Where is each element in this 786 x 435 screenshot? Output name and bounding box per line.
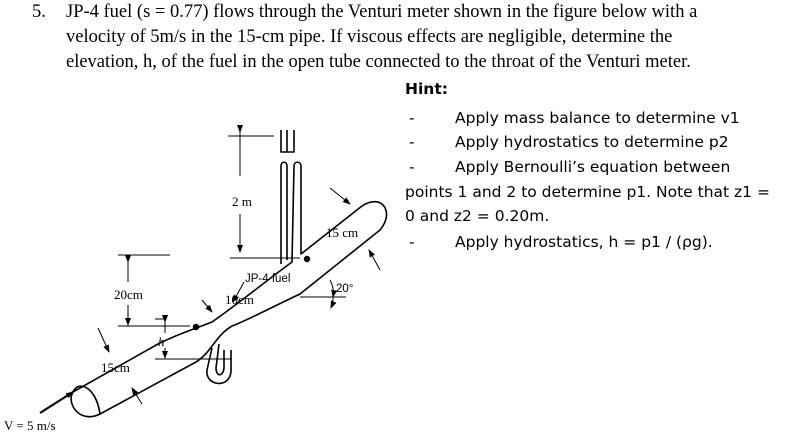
label-2m: 2 m	[232, 194, 252, 209]
label-fluid: JP-4 fuel	[245, 273, 291, 285]
hint-item-text: Apply hydrostatics, h = p1 / (ρg).	[455, 233, 713, 251]
point-1	[193, 324, 199, 330]
label-10cm: 10cm	[225, 292, 254, 307]
problem-line-3: elevation, h, of the fuel in the open tube connected to the throat of the Venturi meter.	[66, 52, 691, 72]
hint-continuation-2: 0 and z2 = 0.20m.	[405, 207, 550, 225]
hint-bullet: -	[409, 109, 415, 127]
hint-item-text: Apply mass balance to determine v1	[455, 109, 740, 127]
label-velocity: V = 5 m/s	[4, 418, 56, 433]
lower-u-tube	[207, 344, 231, 383]
hint-bullet: -	[409, 233, 415, 251]
hint-item-text: Apply hydrostatics to determine p2	[455, 133, 729, 151]
problem-line-2: velocity of 5m/s in the 15-cm pipe. If viscous effects are negligible, determine the	[66, 27, 673, 47]
label-20cm: 20cm	[114, 287, 143, 302]
hint-continuation-1: points 1 and 2 to determine p1. Note that z1 =	[405, 183, 770, 201]
label-angle: 20°	[336, 283, 354, 295]
point-2	[304, 256, 310, 262]
label-15cm-top: 15 cm	[326, 225, 359, 240]
upper-tube-wall	[281, 162, 287, 264]
hint-bullet: -	[409, 158, 415, 176]
hint-item-text: Apply Bernoulli’s equation between	[455, 158, 731, 176]
label-15cm-bottom: 15cm	[101, 360, 130, 375]
hint-title: Hint:	[405, 80, 448, 98]
label-h: h	[158, 334, 165, 349]
hint-bullet: -	[409, 133, 415, 151]
problem-line-1: JP-4 fuel (s = 0.77) flows through the Venturi meter shown in the figure below with a	[66, 2, 698, 22]
problem-number: 5.	[32, 2, 46, 22]
velocity-arrow	[40, 392, 73, 413]
